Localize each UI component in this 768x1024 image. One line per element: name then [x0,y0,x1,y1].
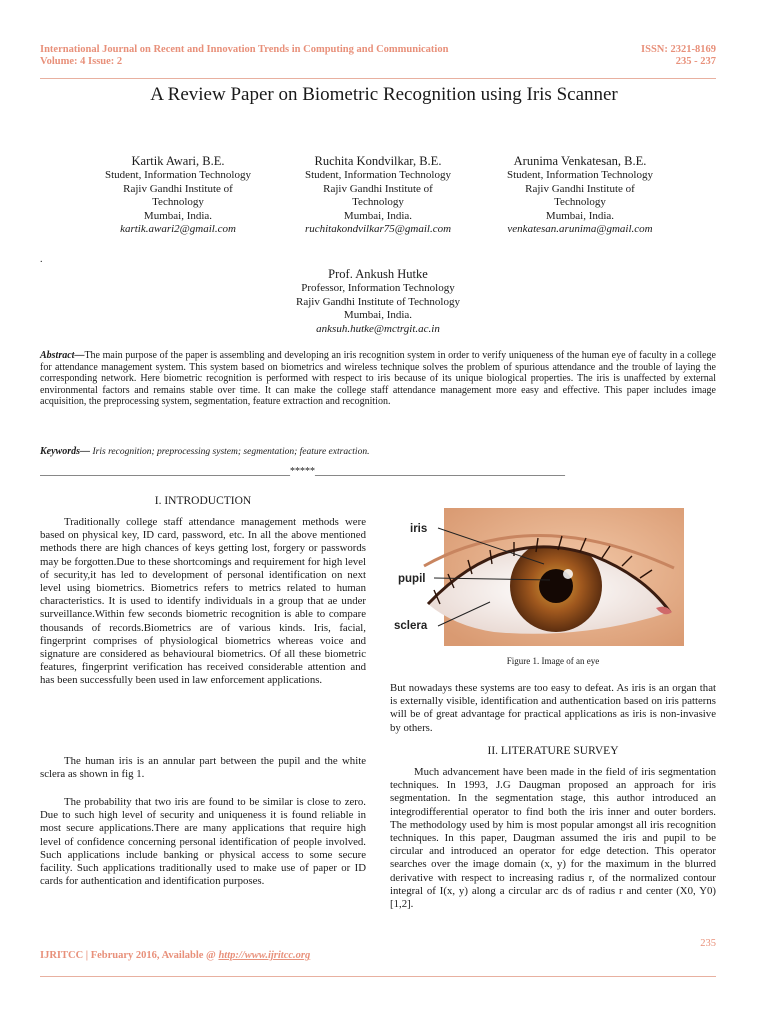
keywords [40,446,369,457]
author-institute: Rajiv Gandhi Institute of [525,182,635,195]
professor-block [228,266,528,336]
label-pupil: pupil [398,573,426,585]
intro-paragraph-1: Traditionally college staff attendance management methods were based on physical key, ID card, password, etc. In all the above mentioned methods there are high chances of keys getting lost, forgery or passwords may be forgotten.Due to these shortcomings and requirement for high level of security,it has led to development of personal identification on next level using biometrics. Biometrics refers to metrics related to human characteristics. It is used to identify individuals in a group that ae under surveillance.Within few seconds biometric recognition is able to compare thousands of records.Biometrics are of various kinds. Iris, facial, fingerprint comprises of physiological biometrics whereas voice and signature are considered as behavioural biometrics. Of all these biometric features, fingerprint verification has received considerable attention and has been successfully been used in law enforcement applications. [40,516,366,687]
journal-link[interactable]: http://www.ijritcc.org [218,950,311,961]
author-city: Mumbai, India. [545,209,615,222]
author-name: Kartik Awari, B.E. [131,154,225,168]
figure-caption: Figure 1. Image of an eye [506,656,600,666]
author-email: kartik.awari2@gmail.com [120,223,236,236]
author-role: Student, Information Technology [305,169,451,181]
stray-dot: . [40,254,43,265]
literature-heading: II. LITERATURE SURVEY [487,745,619,757]
professor-name: Prof. Ankush Hutke [328,267,428,281]
author-name: Ruchita Kondvilkar, B.E. [314,154,442,168]
author-city: Mumbai, India. [143,209,213,222]
intro-paragraph-2: The human iris is an annular part between the pupil and the white sclera as shown in fig 1. [40,755,366,781]
volume-issue: Volume: 4 Issue: 2 [40,56,123,67]
professor-city: Mumbai, India. [343,309,413,322]
page-range: 235 - 237 [675,56,716,67]
professor-institute: Rajiv Gandhi Institute of Technology [295,295,460,308]
section-separator: __________________________________________________*****__________________________________________________ [40,466,565,477]
keywords-text: Iris recognition; preprocessing system; segmentation; feature extraction. [92,447,370,457]
professor-role: Professor, Information Technology [301,282,455,294]
label-iris: iris [410,523,428,535]
issn: ISSN: 2321-8169 [641,44,716,55]
author-institute-line2: Technology [152,196,204,209]
footer-text [40,950,310,961]
author-block [278,153,478,237]
footer-label: IJRITCC | February 2016, Available @ [40,950,219,961]
abstract-label: Abstract— [40,350,85,361]
author-city: Mumbai, India. [343,209,413,222]
right-paragraph-1: But nowadays these systems are too easy to defeat. As iris is an organ that is externally visible, identification and authentication based on iris patterns will be of great advantage for practical applications as iris is non-invasive by others. [390,682,716,734]
author-institute-line2: Technology [554,196,606,209]
intro-paragraph-3: The probability that two iris are found to be similar is close to zero. Due to such high level of security and uniqueness it is found reliable in most secure applications.There are many applications that require high level of confidence concerning personal identification of people involved. Such applications include banking or physical access to some secure facility. Such applications traditionally used to make use of paper or ID cards for authentication and identification purposes. [40,796,366,888]
eye-figure [394,508,684,646]
author-block [480,153,680,237]
journal-name: International Journal on Recent and Innovation Trends in Computing and Communication [40,44,449,55]
label-sclera: sclera [394,620,428,632]
author-role: Student, Information Technology [105,169,251,181]
author-email: ruchitakondvilkar75@gmail.com [304,223,452,236]
page-number: 235 [700,938,716,949]
intro-heading: I. INTRODUCTION [154,495,252,507]
header-rule [40,78,716,79]
author-name: Arunima Venkatesan, B.E. [513,154,647,168]
abstract [40,350,716,408]
keywords-label: Keywords— [40,446,90,457]
professor-email: anksuh.hutke@mctrgit.ac.in [316,322,440,335]
eye-highlight [563,569,573,579]
abstract-text: The main purpose of the paper is assembling and developing an iris recognition system in order to verify uniqueness of the human eye of faculty in a college for attendance management system. This system based on biometrics and wireless technique solves the problem of spurious attendance and the trouble of laying the corresponding network. Here biometric recognition is performed with respect to iris because of its unique biological properties. The iris is unaffected by external environmental factors and remains stable over time. It can make the college staff attendance management more easy and effective. This paper includes image acquisition, the preprocessing system, segmentation, feature extraction and recognition. [40,350,716,408]
footer-rule [40,976,716,977]
author-email: venkatesan.arunima@gmail.com [507,223,653,236]
literature-paragraph: Much advancement have been made in the field of iris segmentation techniques. In 1993, J.G Daugman proposed an approach for iris segmentation. In the segmentation stage, this author introduced an integrodifferential operator to find both the iris inner and outer borders. The methodology used by him is most popular amongst all iris recognition techniques. In this paper, Daugman assumed the iris and pupil to be circular and introduced an operator for edge detection. This operator searches over the image domain (x, y) for the maximum in the blurred derivative with respect to increasing radius r, of the normalized contour integral of I(x, y) along a circular arc ds of radius r and center (X0, Y0) [1,2]. [390,766,716,911]
author-institute-line2: Technology [352,196,404,209]
author-role: Student, Information Technology [507,169,653,181]
paper-title: A Review Paper on Biometric Recognition using Iris Scanner [150,84,618,105]
author-block [78,153,278,237]
author-institute: Rajiv Gandhi Institute of [323,182,433,195]
author-institute: Rajiv Gandhi Institute of [123,182,233,195]
